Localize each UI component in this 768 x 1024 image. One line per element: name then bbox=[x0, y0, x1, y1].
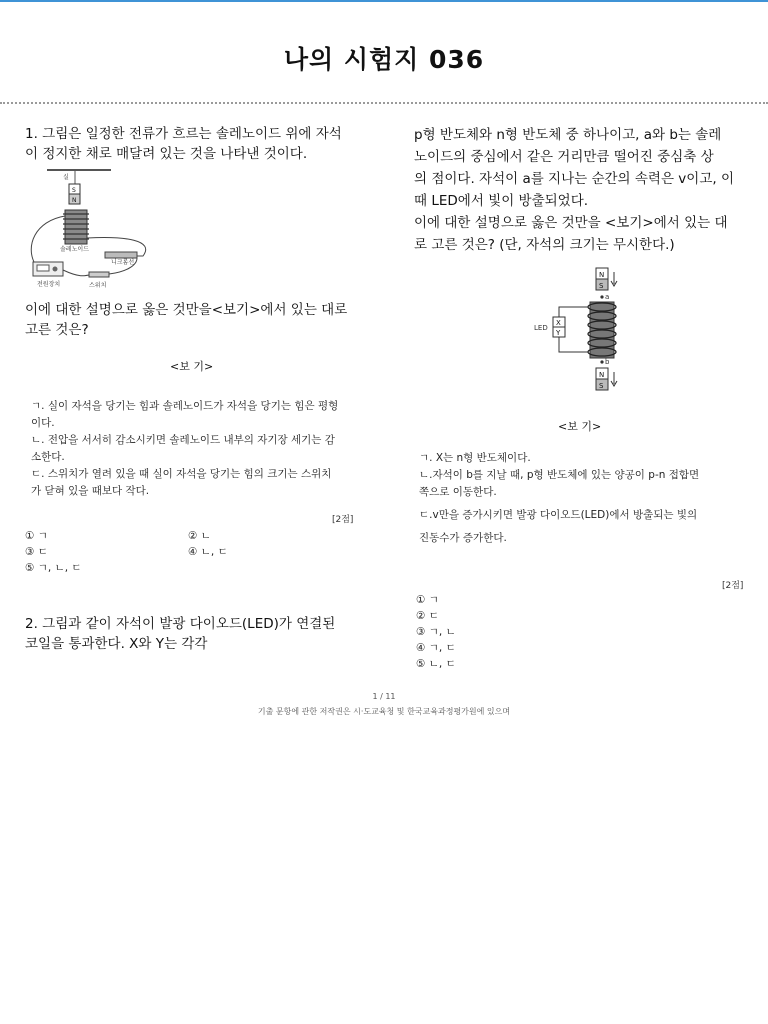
q1-bogi-line: 이다. bbox=[31, 417, 55, 429]
q2-bogi-line: 쪽으로 이동한다. bbox=[419, 486, 497, 498]
magnet-s-label: N bbox=[72, 197, 77, 204]
q1-bogi-line: 소한다. bbox=[31, 451, 65, 463]
q1-bogi-title: <보 기> bbox=[170, 360, 214, 373]
q2-option-1[interactable]: ① ㄱ bbox=[416, 594, 439, 606]
q1-stem-line: 1. 그림은 일정한 전류가 흐르는 솔레노이드 위에 자석 bbox=[25, 126, 342, 142]
q1-stem-line: 이 정지한 채로 매달려 있는 것을 나타낸 것이다. bbox=[25, 146, 308, 162]
q2-bogi-box bbox=[419, 450, 749, 547]
q1-question-line: 고른 것은? bbox=[25, 322, 89, 338]
q2-cont-line: 이에 대한 설명으로 옳은 것만을 <보기>에서 있는 대 bbox=[414, 215, 728, 231]
point-a-label: a bbox=[605, 293, 610, 301]
bottom-magnet-n: N bbox=[599, 371, 605, 379]
q2-option-2[interactable]: ② ㄷ bbox=[416, 610, 439, 622]
q2-option-3[interactable]: ③ ㄱ, ㄴ bbox=[416, 626, 456, 638]
magnet-n-label: S bbox=[72, 187, 76, 194]
q1-bogi-line: ㄷ. 스위치가 열려 있을 때 실이 자석을 당기는 힘의 크기는 스위치 bbox=[31, 468, 332, 480]
top-accent-line bbox=[0, 0, 768, 2]
page-title: 나의 시험지 036 bbox=[283, 45, 485, 74]
q2-stem-line: 2. 그림과 같이 자석이 발광 다이오드(LED)가 연결된 bbox=[25, 616, 336, 632]
q2-cont-line: 의 점이다. 자석이 a를 지나는 순간의 속력은 v이고, 이 bbox=[414, 171, 734, 187]
solenoid-label: 솔레노이드 bbox=[60, 246, 89, 253]
q2-bogi-line: 진동수가 증가한다. bbox=[419, 532, 507, 544]
page-number: 1 / 11 bbox=[372, 692, 396, 701]
q2-bogi-title: <보 기> bbox=[558, 420, 602, 433]
led-label: LED bbox=[534, 324, 548, 332]
dotted-divider bbox=[0, 102, 768, 104]
q2-cont-line: p형 반도체와 n형 반도체 중 하나이고, a와 b는 솔레 bbox=[414, 127, 722, 143]
question-1-stem bbox=[25, 124, 365, 164]
copyright-notice: 기출 문항에 관한 저작권은 시·도교육청 및 한국교육과정평가원에 있으며 bbox=[257, 707, 511, 716]
q1-option-1[interactable]: ① ㄱ bbox=[25, 530, 48, 542]
q1-question-line: 이에 대한 설명으로 옳은 것만을<보기>에서 있는 대로 bbox=[25, 302, 348, 318]
bottom-magnet-s: S bbox=[599, 382, 604, 390]
q2-bogi-line: ㄴ.자석이 b를 지날 때, p형 반도체에 있는 양공이 p-n 접합면 bbox=[419, 469, 700, 481]
q2-points: [2점] bbox=[722, 581, 744, 591]
point-b-label: b bbox=[605, 358, 610, 366]
nichrome-label: 니크롬선 bbox=[111, 259, 135, 266]
q1-bogi-line: ㄱ. 실이 자석을 당기는 힘과 솔레노이드가 자석을 당기는 힘은 평형 bbox=[31, 400, 339, 412]
y-label: Y bbox=[556, 329, 561, 337]
q2-continuation bbox=[414, 124, 754, 256]
question-2-stem bbox=[25, 614, 365, 654]
coil-led-figure bbox=[530, 266, 625, 394]
q2-cont-line: 로 고른 것은? (단, 자석의 크기는 무시한다.) bbox=[414, 237, 675, 253]
q1-points: [2점] bbox=[332, 515, 354, 525]
q1-bogi-line: ㄴ. 전압을 서서히 감소시키면 솔레노이드 내부의 자기장 세기는 감 bbox=[31, 434, 335, 446]
q2-option-5[interactable]: ⑤ ㄴ, ㄷ bbox=[416, 658, 456, 670]
q1-option-2[interactable]: ② ㄴ bbox=[188, 530, 211, 542]
x-label: X bbox=[556, 319, 561, 327]
q1-option-5[interactable]: ⑤ ㄱ, ㄴ, ㄷ bbox=[25, 562, 82, 574]
q1-option-4[interactable]: ④ ㄴ, ㄷ bbox=[188, 546, 228, 558]
q2-cont-line: 노이드의 중심에서 같은 거리만큼 떨어진 중심축 상 bbox=[414, 149, 714, 165]
thread-label: 실 bbox=[63, 174, 69, 181]
q2-option-4[interactable]: ④ ㄱ, ㄷ bbox=[416, 642, 456, 654]
top-magnet-s: S bbox=[599, 282, 604, 290]
solenoid-figure bbox=[25, 166, 160, 294]
q2-stem-line: 코일을 통과한다. X와 Y는 각각 bbox=[25, 636, 208, 652]
top-magnet-n: N bbox=[599, 271, 605, 279]
q2-cont-line: 때 LED에서 빛이 방출되었다. bbox=[414, 193, 589, 209]
q1-bogi-box bbox=[31, 398, 361, 500]
switch-label: 스위치 bbox=[89, 282, 107, 289]
q1-option-3[interactable]: ③ ㄷ bbox=[25, 546, 48, 558]
q2-bogi-line: ㄱ. X는 n형 반도체이다. bbox=[419, 452, 531, 464]
power-supply-label: 전원장치 bbox=[37, 281, 61, 288]
q1-question bbox=[25, 300, 365, 340]
q2-bogi-line: ㄷ.v만을 증가시키면 발광 다이오드(LED)에서 방출되는 빛의 bbox=[419, 509, 698, 521]
q1-bogi-line: 가 닫혀 있을 때보다 작다. bbox=[31, 485, 150, 497]
